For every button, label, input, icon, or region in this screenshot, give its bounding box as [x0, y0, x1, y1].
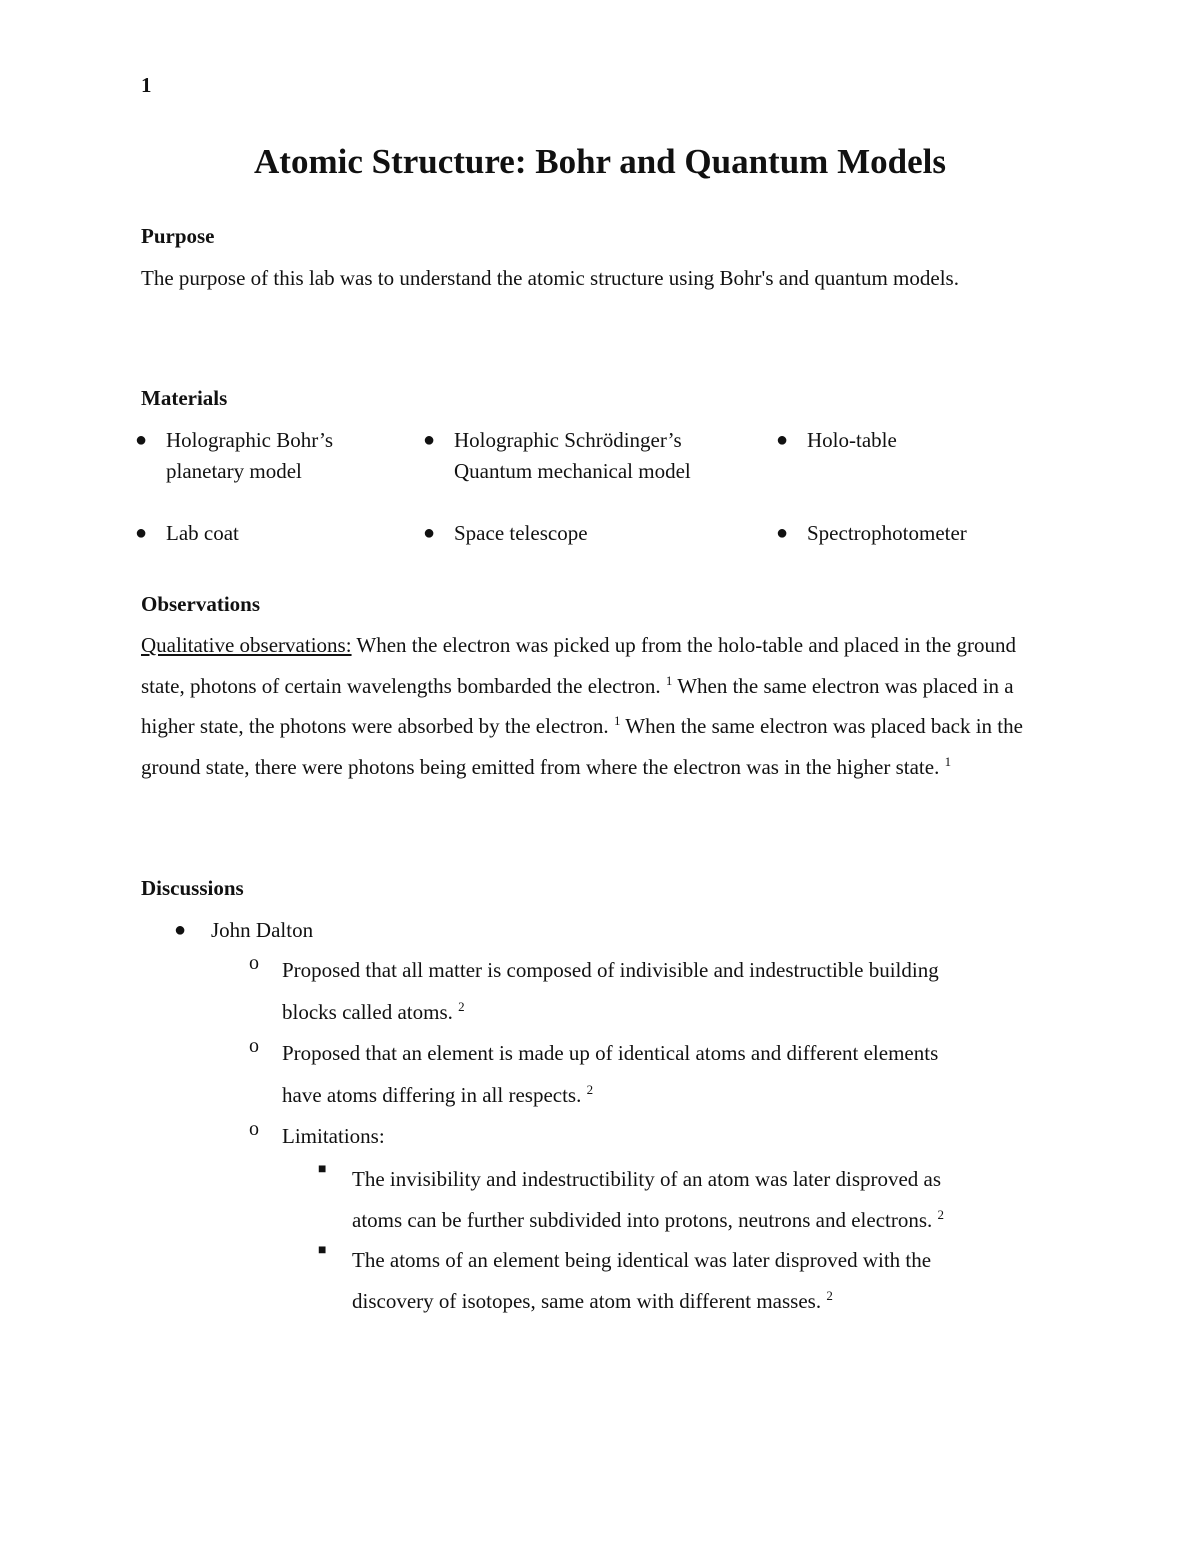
limitation-item: The invisibility and indestructibility of an atom was later disproved as: [352, 1167, 942, 1191]
discussion-point: Proposed that all matter is composed of indivisible and indestructible building: [282, 958, 939, 982]
limitation-item-cont: [352, 1281, 833, 1322]
material-label: Lab coat: [166, 521, 239, 545]
observations-label: Qualitative observations:: [141, 633, 352, 657]
citation-ref: 1: [665, 672, 673, 688]
material-label: Spectrophotometer: [807, 521, 967, 545]
bullet-icon: ●: [423, 429, 436, 451]
limitation-item: The atoms of an element being identical was later disproved with the: [352, 1248, 932, 1272]
material-item: [776, 425, 1047, 456]
citation-ref: 2: [458, 999, 465, 1014]
bullet-icon: ●: [776, 429, 789, 451]
bullet-icon: ●: [423, 522, 436, 544]
material-item: [135, 518, 381, 549]
material-item: [423, 518, 704, 549]
citation-ref: 1: [613, 713, 621, 728]
discussion-point-cont: [282, 1075, 593, 1116]
observation-sentence: When the same electron was placed back in the ground state, there were photons being emitted from where the electron was in the higher state.: [141, 714, 1023, 779]
square-bullet-icon: ■: [318, 1243, 327, 1258]
material-item: [135, 425, 381, 487]
discussions-heading: Discussions: [141, 876, 244, 900]
discussion-text: have atoms differing in all respects.: [282, 1083, 582, 1107]
material-item: [423, 425, 704, 487]
purpose-heading: Purpose: [141, 224, 215, 248]
discussion-point-cont: [282, 992, 465, 1033]
document-title: Atomic Structure: Bohr and Quantum Models: [254, 142, 946, 181]
citation-ref: 2: [586, 1082, 594, 1097]
limitation-text: discovery of isotopes, same atom with different masses.: [352, 1289, 822, 1313]
limitations-label: Limitations:: [282, 1124, 385, 1148]
material-label: Holographic Schrödinger’s Quantum mechanical model: [454, 428, 691, 483]
material-item: [776, 518, 1047, 549]
material-label: Holo-table: [807, 428, 897, 452]
citation-ref: 1: [944, 753, 952, 769]
page-number: 1: [141, 73, 152, 97]
observation-sentence: When the electron was picked up from the holo-table and placed in the ground state, photons of certain wavelengths bombarded the electron.: [141, 633, 1016, 698]
citation-ref: 2: [937, 1207, 945, 1222]
purpose-text: The purpose of this lab was to understand the atomic structure using Bohr's and quantum models.: [141, 266, 959, 290]
observations-text: [141, 625, 1056, 787]
material-label: Space telescope: [454, 521, 588, 545]
discussion-person: John Dalton: [211, 918, 314, 942]
bullet-icon: ●: [135, 429, 148, 451]
bullet-icon: ●: [174, 919, 187, 941]
bullet-icon: ●: [135, 522, 148, 544]
circle-bullet-icon: o: [249, 1035, 259, 1057]
discussion-text: blocks called atoms.: [282, 1000, 453, 1024]
bullet-icon: ●: [776, 522, 789, 544]
limitation-text: atoms can be further subdivided into protons, neutrons and electrons.: [352, 1208, 933, 1232]
square-bullet-icon: ■: [318, 1162, 327, 1177]
discussion-point: Proposed that an element is made up of identical atoms and different elements: [282, 1041, 939, 1065]
observations-heading: Observations: [141, 592, 261, 616]
limitation-item-cont: [352, 1200, 944, 1241]
citation-ref: 2: [826, 1288, 833, 1303]
circle-bullet-icon: o: [249, 952, 259, 974]
observation-sentence: When the same electron was placed in a higher state, the photons were absorbed by the electron.: [141, 673, 1014, 738]
material-label: Holographic Bohr’s planetary model: [166, 428, 334, 483]
circle-bullet-icon: o: [249, 1118, 259, 1140]
materials-heading: Materials: [141, 386, 228, 410]
